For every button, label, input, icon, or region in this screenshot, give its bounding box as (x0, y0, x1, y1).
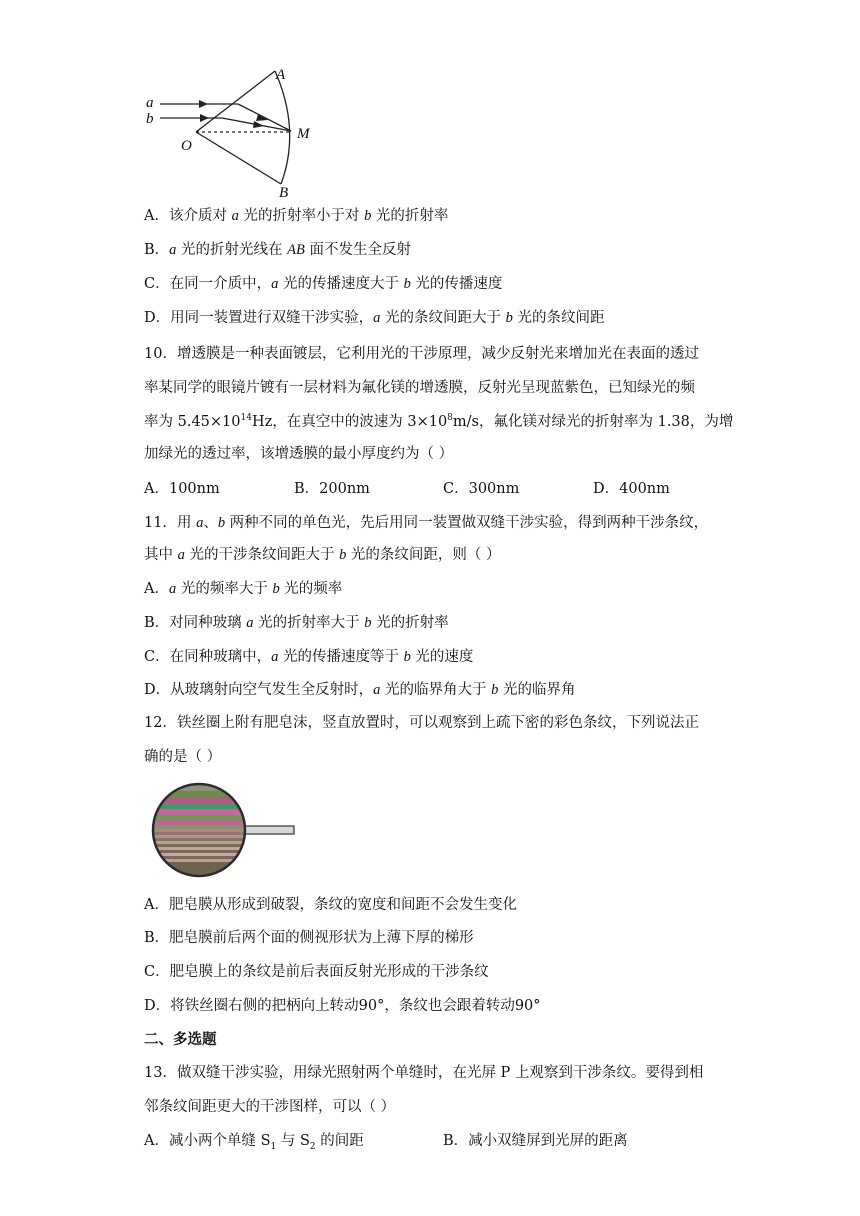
q10-line-4: 加绿光的透过率，该增透膜的最小厚度约为（ ） (144, 446, 454, 462)
q10-line-2: 率某同学的眼镜片镀有一层材料为氟化镁的增透膜，反射光呈现蓝紫色，已知绿光的频 (144, 380, 695, 396)
section-heading-multiple-choice: 二、多选题 (144, 1031, 217, 1048)
label-M: M (297, 126, 310, 142)
q9-option-a: A．该介质对 a 光的折射率小于对 b 光的折射率 (144, 208, 449, 224)
q11-option-b: B．对同种玻璃 a 光的折射率大于 b 光的折射率 (144, 615, 449, 631)
q10-option-c: C．300nm (443, 481, 520, 497)
q11-line-1: 11．用 a、b 两种不同的单色光，先后用同一装置做双缝干涉实验，得到两种干涉条纹， (144, 515, 709, 531)
q9-option-b: B．a 光的折射光线在 AB 面不发生全反射 (144, 242, 411, 258)
label-A: A (276, 67, 286, 83)
q12-option-d: D．将铁丝圈右侧的把柄向上转动90°，条纹也会跟着转动90° (144, 998, 541, 1014)
soap-film-fringes (150, 782, 250, 882)
label-a: a (146, 95, 154, 111)
q10-option-b: B．200nm (294, 481, 370, 497)
q10-line-1: 10．增透膜是一种表面镀层，它利用光的干涉原理，减少反射光来增加光在表面的透过 (144, 346, 699, 362)
q12-option-a: A．肥皂膜从形成到破裂，条纹的宽度和间距不会发生变化 (144, 897, 517, 913)
q13-line-2: 邻条纹间距更大的干涉图样，可以（ ） (144, 1099, 396, 1115)
label-B: B (279, 185, 289, 201)
q11-option-a: A．a 光的频率大于 b 光的频率 (144, 581, 343, 597)
q11-line-2: 其中 a 光的干涉条纹间距大于 b 光的条纹间距，则（ ） (144, 547, 501, 563)
q12-option-c: C．肥皂膜上的条纹是前后表面反射光形成的干涉条纹 (144, 964, 489, 980)
q10-line-3: 率为 $5.45\times 10^{14}Hz$，在真空中的波速为 $3\times 10^8m/s$，氟化镁对绿光的折射率为 1.38，为增 (144, 413, 734, 430)
q10-option-a: A．100nm (144, 481, 220, 497)
q13-line-1: 13．做双缝干涉实验，用绿光照射两个单缝时，在光屏 P 上观察到干涉条纹。要得到相 (144, 1065, 704, 1081)
q9-option-c: C．在同一介质中，a 光的传播速度大于 b 光的传播速度 (144, 276, 503, 292)
q12-line-1: 12．铁丝圈上附有肥皂沫，竖直放置时，可以观察到上疏下密的彩色条纹，下列说法正 (144, 715, 699, 731)
q12-line-2: 确的是（ ） (144, 749, 222, 765)
q10-option-d: D．400nm (593, 481, 670, 497)
q11-option-d: D．从玻璃射向空气发生全反射时，a 光的临界角大于 b 光的临界角 (144, 682, 576, 698)
q11-option-c: C．在同种玻璃中，a 光的传播速度等于 b 光的速度 (144, 649, 474, 665)
loop-handle (244, 826, 294, 834)
label-O: O (181, 138, 192, 154)
q13-option-a: A．减小两个单缝 $S_1$ 与 $S_2$ 的间距 (144, 1133, 364, 1152)
q13-option-b: B．减小双缝屏到光屏的距离 (443, 1133, 628, 1149)
q12-option-b: B．肥皂膜前后两个面的侧视形状为上薄下厚的梯形 (144, 930, 474, 946)
label-b: b (146, 111, 154, 127)
q9-option-d: D．用同一装置进行双缝干涉实验，a 光的条纹间距大于 b 光的条纹间距 (144, 310, 605, 326)
